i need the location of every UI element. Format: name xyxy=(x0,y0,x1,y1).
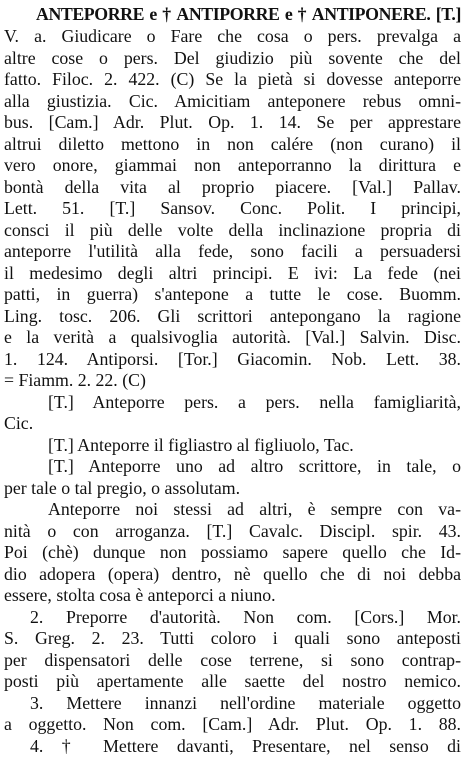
entry-line: consci il più delle volte della inclinazione propria di xyxy=(4,220,461,242)
entry-line: Poi (chè) dunque non possiamo sapere quello che Id- xyxy=(4,542,461,564)
entry-line: a oggetto. Non com. [Cam.] Adr. Plut. Op. 1. 88. xyxy=(4,714,461,736)
entry-line: il medesimo degli altri principi. E ivi: La fede (nei xyxy=(4,263,461,285)
entry-line: nità o con arroganza. [T.] Cavalc. Discipl. spir. 43. xyxy=(4,521,461,543)
entry-line: alla giustizia. Cic. Amicitiam anteponere rebus omni- xyxy=(4,91,461,113)
entry-line: vero onore, giammai non anteporranno la dirittura e xyxy=(4,155,461,177)
entry-line: V. a. Giudicare o Fare che cosa o pers. prevalga a xyxy=(4,26,461,48)
entry-line: S. Greg. 2. 23. Tutti coloro i quali sono anteposti xyxy=(4,628,461,650)
entry-line: e la verità a qualsivoglia autorità. [Val.] Salvin. Disc. xyxy=(4,327,461,349)
entry-line: per dispensatori delle cose terrene, si sono contrap- xyxy=(4,650,461,672)
entry-line: [T.] Anteporre uno ad altro scrittore, in tale, o xyxy=(48,456,461,478)
entry-line: bus. [Cam.] Adr. Plut. Op. 1. 14. Se per apprestare xyxy=(4,112,461,134)
entry-line: fatto. Filoc. 2. 422. (C) Se la pietà si dovesse anteporre xyxy=(4,69,461,91)
entry-line: [T.] Anteporre il figliastro al figliuolo, Tac. xyxy=(48,435,461,457)
entry-line: Anteporre noi stessi ad altri, è sempre con va- xyxy=(48,499,461,521)
entry-line: Ling. tosc. 206. Gli scrittori antepongano la ragione xyxy=(4,306,461,328)
entry-line: anteporre l'utilità alla fede, sono facili a persuadersi xyxy=(4,241,461,263)
entry-line: bontà della vita al proprio piacere. [Val.] Pallav. xyxy=(4,177,461,199)
entry-line: = Fiamm. 2. 22. (C) xyxy=(4,370,461,392)
entry-line: dio adopera (opera) dentro, nè quello che di noi debba xyxy=(4,564,461,586)
entry-line: altre cose o pers. Del giudizio più sovente che del xyxy=(4,48,461,70)
entry-line: 1. 124. Antiporsi. [Tor.] Giacomin. Nob. Lett. 38. xyxy=(4,349,461,371)
entry-line: [T.] Anteporre pers. a pers. nella famigliarità, xyxy=(48,392,461,414)
entry-sense-4: 4. † Mettere davanti, Presentare, nel senso di xyxy=(30,736,461,757)
entry-line: essere, stolta cosa è anteporci a niuno. xyxy=(4,585,461,607)
entry-line: Lett. 51. [T.] Sansov. Conc. Polit. I principi, xyxy=(4,198,461,220)
entry-line: per tale o tal pregio, o assolutam. xyxy=(4,478,461,500)
entry-sense-2: 2. Preporre d'autorità. Non com. [Cors.] Mor. xyxy=(30,607,461,629)
entry-line: Cic. xyxy=(4,413,461,435)
entry-line: patti, in guerra) s'antepone a tutte le cose. Buomm. xyxy=(4,284,461,306)
entry-sense-3: 3. Mettere innanzi nell'ordine materiale oggetto xyxy=(30,693,461,715)
entry-headword: ANTEPORRE e † ANTIPORRE e † ANTIPONERE. [T.] xyxy=(36,4,461,26)
entry-line: posti più apertamente alle saette del nostro nemico. xyxy=(4,671,461,693)
entry-line: altrui diletto mettono in non calére (non curano) il xyxy=(4,134,461,156)
